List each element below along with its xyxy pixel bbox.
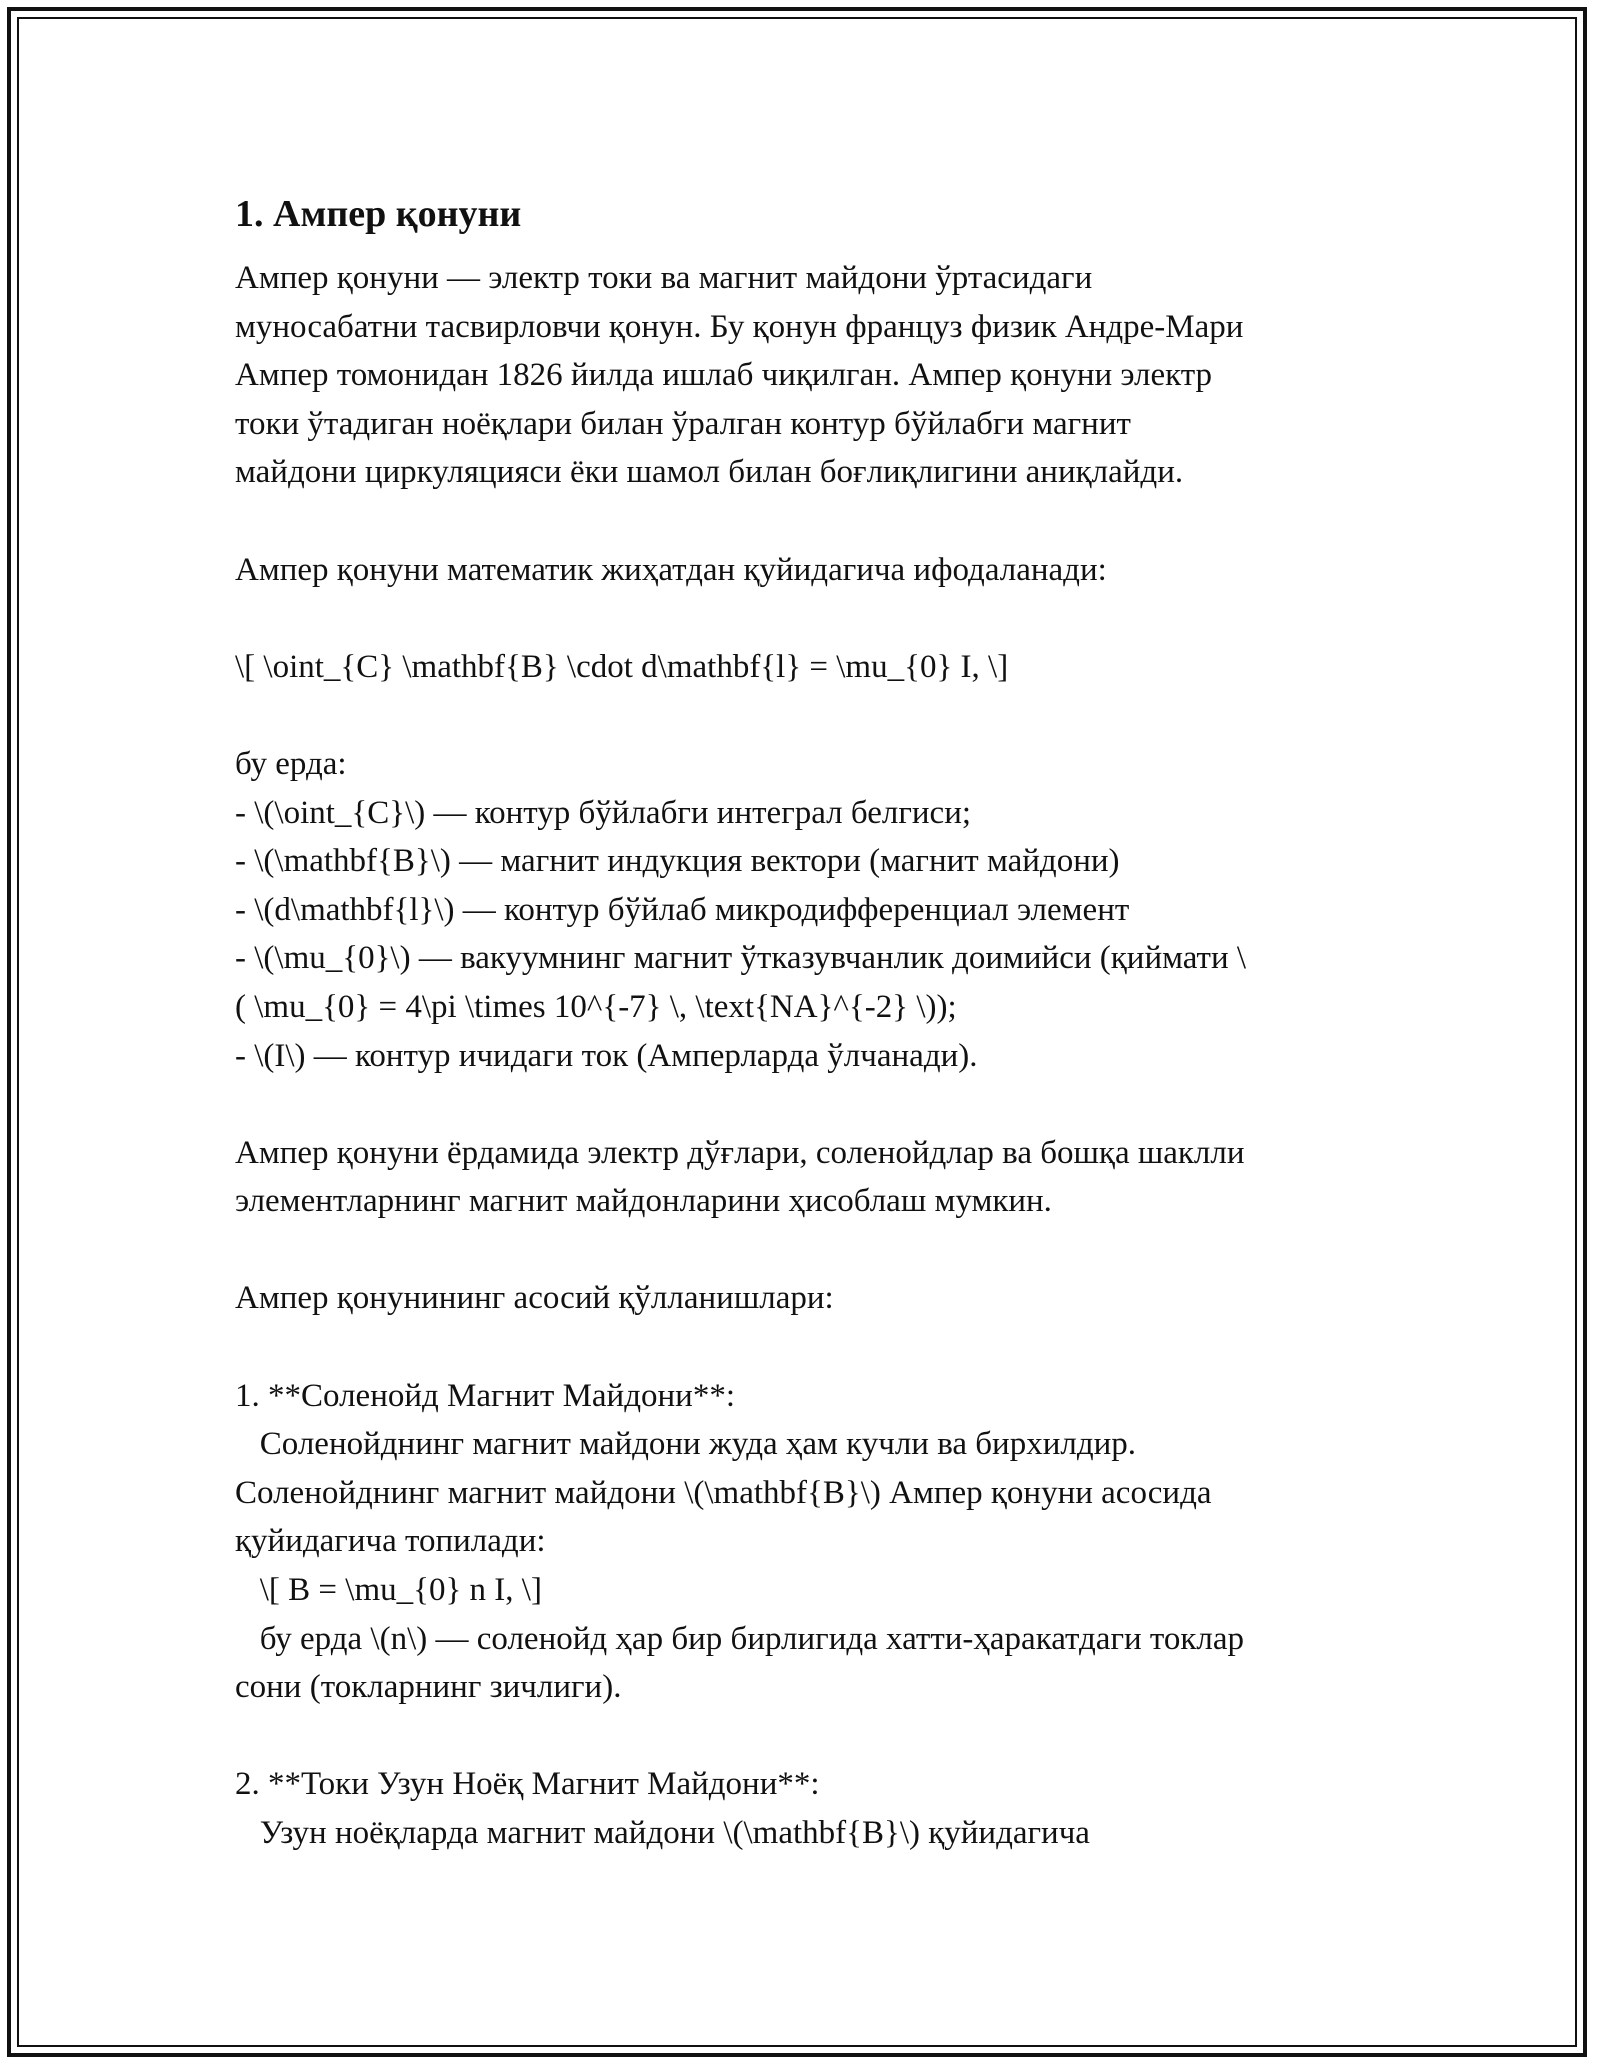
text-line: муносабатни тасвирловчи қонун. Бу қонун француз физик Андре-Мари — [235, 308, 1244, 345]
text-line: - \(I\) — контур ичидаги ток (Амперларда ўлчанади). — [235, 1037, 978, 1074]
text-line: Соленойднинг магнит майдони \(\mathbf{B}\) Ампер қонуни асосида — [235, 1474, 1212, 1511]
blank-line — [235, 594, 1385, 643]
text-line: \[ B = \mu_{0} n I, \] — [235, 1572, 542, 1609]
text-line: қуйидагича топилади: — [235, 1523, 546, 1560]
text-line: - \(\oint_{C}\) — контур бўйлабги интеграл белгиси; — [235, 794, 972, 831]
text-line: - \(\mathbf{B}\) — магнит индукция вектори (магнит майдони) — [235, 843, 1120, 880]
text-line: Ампер қонуни математик жиҳатдан қуйидагича ифодаланади: — [235, 551, 1107, 588]
blank-line — [235, 1080, 1385, 1129]
text-line: Ампер қонуни — электр токи ва магнит майдони ўртасидаги — [235, 260, 1093, 296]
text-line: токи ўтадиган ноёқлари билан ўралган контур бўйлабги магнит — [235, 405, 1131, 442]
section-heading: 1. Ампер қонуни — [235, 193, 522, 235]
blank-line — [235, 497, 1385, 546]
text-line: - \(\mu_{0}\) — вакуумнинг магнит ўтказувчанлик доимийси (қиймати \ — [235, 940, 1247, 977]
text-line: 2. **Токи Узун Ноёқ Магнит Майдони**: — [235, 1766, 820, 1803]
text-line: 1. **Соленойд Магнит Майдони**: — [235, 1377, 735, 1414]
text-line: бу ерда: — [235, 745, 347, 782]
text-line: Ампер қонуни ёрдамида электр дўғлари, соленойдлар ва бошқа шаклли — [235, 1134, 1245, 1171]
text-line: Узун ноёқларда магнит майдони \(\mathbf{B}\) қуйидагича — [235, 1815, 1090, 1851]
text-line: - \(d\mathbf{l}\) — контур бўйлаб микродифференциал элемент — [235, 891, 1130, 928]
paragraph-lines — [235, 254, 1385, 1858]
text-line: \[ \oint_{C} \mathbf{B} \cdot d\mathbf{l} = \mu_{0} I, \] — [235, 648, 1009, 685]
text-line: Соленойднинг магнит майдони жуда ҳам кучли ва бирхилдир. — [235, 1426, 1137, 1463]
text-line: Ампер томонидан 1826 йилда ишлаб чиқилган. Ампер қонуни электр — [235, 357, 1213, 394]
document-body — [235, 186, 1385, 1858]
blank-line — [235, 691, 1385, 740]
blank-line — [235, 1712, 1385, 1761]
text-line: Ампер қонунининг асосий қўлланишлари: — [235, 1280, 834, 1317]
text-line: сони (токларнинг зичлиги). — [235, 1669, 622, 1706]
text-line: майдони циркуляцияси ёки шамол билан боғлиқлигини аниқлайди. — [235, 454, 1184, 491]
blank-line — [235, 1323, 1385, 1372]
text-line: элементларнинг магнит майдонларини ҳисоблаш мумкин. — [235, 1183, 1052, 1220]
blank-line — [235, 1226, 1385, 1275]
text-line: бу ерда \(n\) — соленойд ҳар бир бирлигида хатти-ҳаракатдаги токлар — [235, 1620, 1245, 1657]
text-line: ( \mu_{0} = 4\pi \times 10^{-7} \, \text{NA}^{-2} \)); — [235, 988, 957, 1025]
